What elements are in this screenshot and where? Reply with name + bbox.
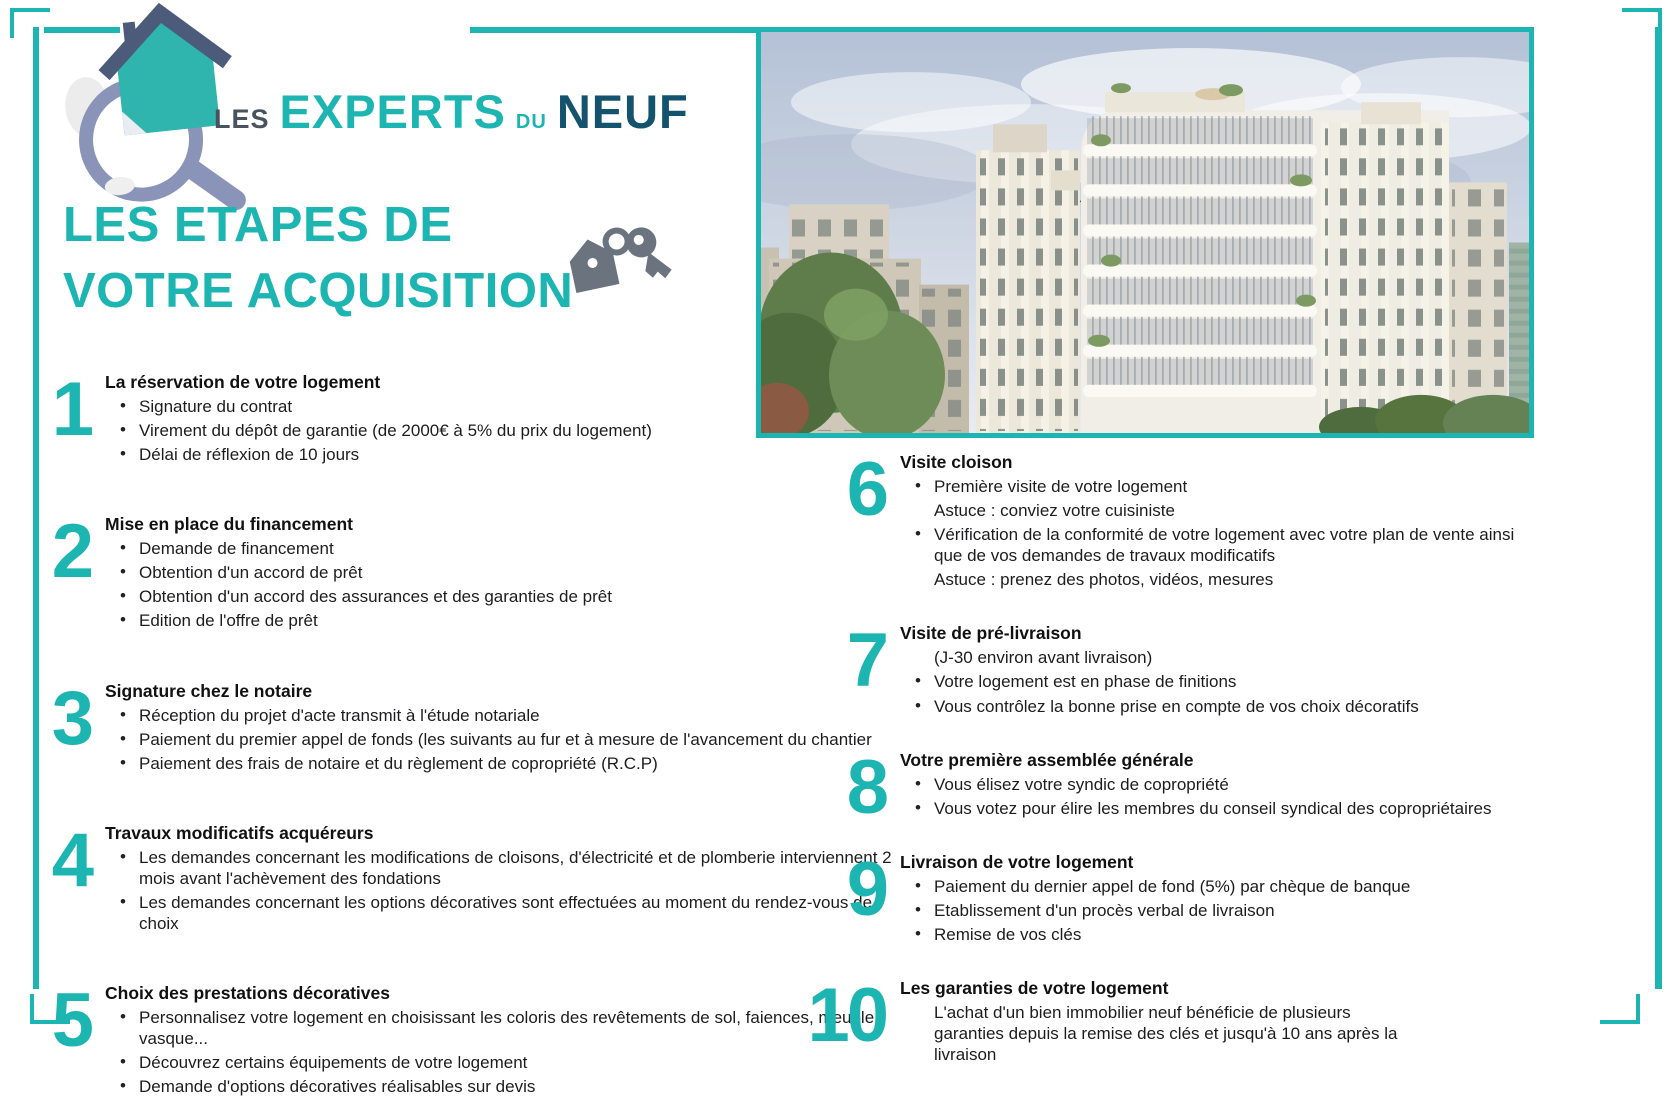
- step-items: [900, 876, 1545, 945]
- step-heading: Les garanties de votre logement: [900, 978, 1169, 999]
- step-number: 6: [846, 447, 886, 532]
- step-body: [900, 452, 1545, 593]
- step-items: [900, 774, 1545, 819]
- step-heading: Signature chez le notaire: [105, 680, 313, 701]
- step-item-text: Etablissement d'un procès verbal de livraison: [934, 901, 1275, 921]
- house-keys-icon: [556, 218, 676, 304]
- step-body: [900, 623, 1545, 719]
- corner-bracket-top-left: [10, 8, 50, 38]
- step-item-text: Obtention d'un accord de prêt: [139, 563, 363, 583]
- step-8: [800, 744, 1545, 830]
- step-item: [105, 892, 905, 934]
- step-item-text: Réception du projet d'acte transmit à l'étude notariale: [139, 705, 540, 725]
- logo-word-les: LES: [214, 104, 270, 134]
- step-item-text: Virement du dépôt de garantie (de 2000€ à 5% du prix du logement): [139, 421, 652, 441]
- logo-word-experts: EXPERTS: [279, 85, 506, 138]
- step-item: [105, 586, 905, 607]
- step-items: [105, 705, 905, 774]
- step-item-text: Les demandes concernant les modifications de cloisons, d'électricité et de plomberie interviennent 2 mois avant l'achèvement des fondations: [139, 847, 892, 888]
- step-item-text: Vérification de la conformité de votre logement avec votre plan de vente ainsi que de vos demandes de travaux modificatifs: [934, 525, 1515, 566]
- frame-left-line: [33, 27, 39, 989]
- step-number: 8: [846, 744, 886, 830]
- step-items: [105, 396, 905, 465]
- step-item-text: Vous votez pour élire les membres du conseil syndical des copropriétaires: [934, 798, 1492, 818]
- step-item-text: Signature du contrat: [139, 397, 293, 416]
- step-item-text: Edition de l'offre de prêt: [139, 611, 318, 631]
- step-item: [900, 798, 1545, 819]
- step-4: [45, 817, 905, 937]
- step-item: [900, 524, 1545, 566]
- step-7: [800, 618, 1545, 719]
- step-item: [105, 610, 905, 631]
- step-item-text: L'achat d'un bien immobilier neuf bénéficie de plusieurs garanties depuis la remise des clés et jusqu'à 10 ans après la livraison: [934, 1003, 1398, 1065]
- step-item: [105, 1007, 905, 1049]
- step-heading: Visite cloison: [900, 452, 1013, 472]
- step-item: [105, 444, 905, 465]
- step-item-text: Astuce : prenez des photos, vidéos, mesures: [934, 570, 1274, 590]
- step-body: [105, 681, 905, 777]
- step-item: [900, 500, 1545, 521]
- step-item-text: Demande d'options décoratives réalisables sur devis: [139, 1077, 536, 1097]
- step-number: 2: [51, 509, 91, 595]
- step-item-text: Vous élisez votre syndic de copropriété: [934, 774, 1229, 794]
- step-item: [900, 647, 1545, 668]
- step-items: [105, 847, 905, 934]
- step-10: [800, 973, 1545, 1068]
- step-item: [105, 729, 905, 750]
- step-number: 9: [846, 847, 886, 933]
- page-title: [63, 193, 573, 324]
- step-item-text: Découvrez certains équipements de votre logement: [139, 1053, 528, 1073]
- corner-bracket-top-right: [1622, 8, 1662, 38]
- title-line-2: VOTRE ACQUISITION: [63, 263, 574, 318]
- frame-top-line-right: [470, 27, 760, 33]
- step-items: [105, 538, 905, 631]
- step-item-text: Paiement du dernier appel de fond (5%) par chèque de banque: [934, 877, 1411, 897]
- step-item-text: Paiement du premier appel de fonds (les suivants au fur et à mesure de l'avancement du chantier: [139, 729, 872, 749]
- step-heading: La réservation de votre logement: [105, 372, 381, 392]
- steps-column-left: [45, 367, 905, 1100]
- step-item: [900, 1002, 1545, 1065]
- step-number: 5: [51, 978, 91, 1064]
- step-item-text: Remise de vos clés: [934, 925, 1082, 945]
- step-heading: Travaux modificatifs acquéreurs: [105, 822, 374, 843]
- step-item-text: Personnalisez votre logement en choisissant les coloris des revêtements de sol, faiences, meuble vasque...: [139, 1008, 875, 1049]
- step-body: [105, 372, 905, 468]
- step-item: [105, 753, 905, 774]
- step-item: [900, 476, 1545, 497]
- step-item: [900, 569, 1545, 590]
- brand-logo-text: [214, 84, 689, 139]
- logo-word-neuf: NEUF: [556, 85, 689, 138]
- step-items: [105, 1007, 905, 1097]
- step-item-text: Première visite de votre logement: [934, 477, 1188, 496]
- step-items: [900, 476, 1545, 590]
- step-6: [800, 447, 1545, 593]
- step-item: [105, 847, 905, 889]
- step-body: [105, 823, 905, 937]
- step-item: [105, 1052, 905, 1073]
- step-5: [45, 973, 905, 1100]
- step-item-text: Délai de réflexion de 10 jours: [139, 445, 360, 465]
- step-items: [900, 647, 1545, 716]
- step-item-text: Astuce : conviez votre cuisiniste: [934, 501, 1175, 521]
- step-item-text: Demande de financement: [139, 539, 334, 559]
- step-heading: Livraison de votre logement: [900, 852, 1134, 873]
- step-item-text: Les demandes concernant les options décoratives sont effectuées au moment du rendez-vous de choix: [139, 892, 873, 934]
- step-item: [900, 924, 1545, 945]
- step-item: [900, 876, 1545, 897]
- step-number: 3: [51, 675, 91, 761]
- frame-right-line: [1655, 27, 1662, 989]
- step-item: [105, 1076, 905, 1097]
- step-item-text: Paiement des frais de notaire et du règlement de copropriété (R.C.P): [139, 753, 658, 773]
- step-item-text: Vous contrôlez la bonne prise en compte de vos choix décoratifs: [934, 696, 1419, 716]
- step-number: 10: [807, 973, 886, 1059]
- step-item: [900, 671, 1545, 692]
- step-item: [105, 396, 905, 417]
- step-heading: Votre première assemblée générale: [900, 749, 1194, 770]
- step-item: [900, 696, 1545, 717]
- step-body: [900, 750, 1545, 822]
- step-items: [900, 1002, 1545, 1065]
- step-item: [105, 705, 905, 726]
- step-number: 1: [51, 367, 91, 452]
- step-9: [800, 847, 1545, 948]
- step-number: 7: [846, 618, 886, 704]
- step-heading: Mise en place du financement: [105, 514, 353, 535]
- step-item-text: (J-30 environ avant livraison): [934, 648, 1153, 668]
- step-item-text: Obtention d'un accord des assurances et des garanties de prêt: [139, 587, 612, 607]
- step-body: [105, 514, 905, 634]
- step-body: [900, 852, 1545, 948]
- logo-word-du: DU: [515, 111, 547, 133]
- step-2: [45, 509, 905, 634]
- corner-bracket-bottom-right: [1600, 994, 1640, 1024]
- step-3: [45, 675, 905, 777]
- step-body: [900, 978, 1545, 1068]
- step-item: [105, 420, 905, 441]
- step-item: [105, 562, 905, 583]
- step-heading: Choix des prestations décoratives: [105, 983, 390, 1004]
- steps-column-right: [800, 447, 1545, 1068]
- step-number: 4: [51, 817, 91, 903]
- step-body: [105, 973, 905, 1100]
- step-heading: Visite de pré-livraison: [900, 623, 1082, 644]
- step-item: [105, 538, 905, 559]
- step-item: [900, 900, 1545, 921]
- step-item-text: Votre logement est en phase de finitions: [934, 672, 1237, 692]
- step-item: [900, 774, 1545, 795]
- title-line-1: LES ETAPES DE: [63, 198, 453, 252]
- step-1: [45, 367, 905, 468]
